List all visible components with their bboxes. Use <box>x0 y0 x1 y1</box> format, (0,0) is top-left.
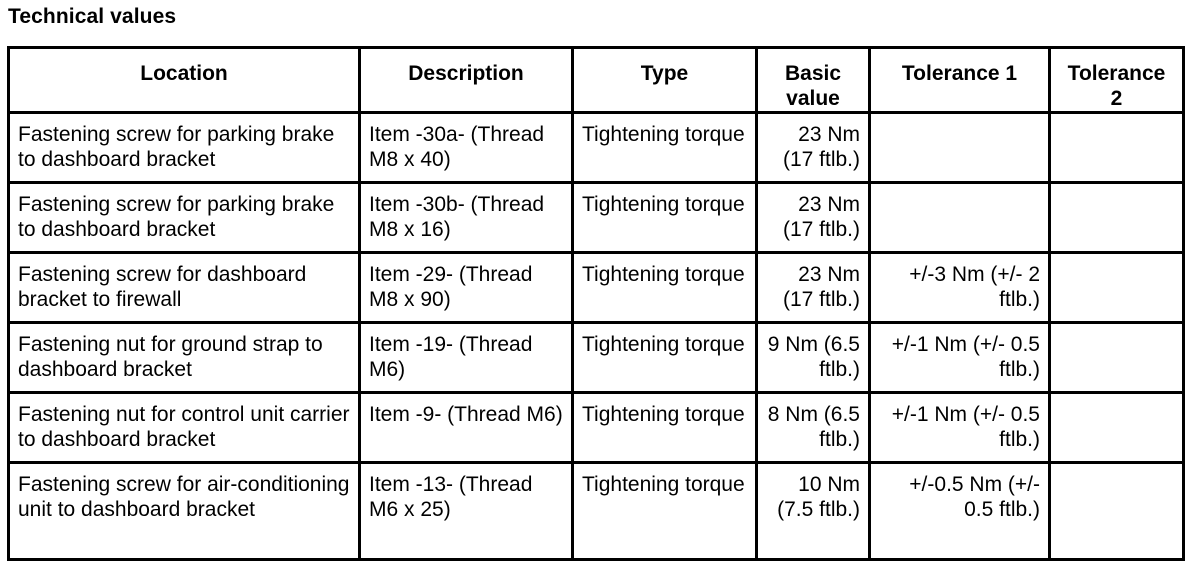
type-cell: Tightening torque <box>573 463 757 560</box>
location-cell: Fastening nut for ground strap to dashboard bracket <box>9 323 360 393</box>
location-cell: Fastening screw for parking brake to dashboard bracket <box>9 183 360 253</box>
description-cell: Item -9- (Thread M6) <box>360 393 573 463</box>
page-title: Technical values <box>8 5 177 28</box>
table-row <box>9 113 1184 183</box>
column-header-basic-value: Basic value <box>757 48 870 113</box>
type-cell: Tightening torque <box>573 253 757 323</box>
tolerance-1-cell: +/-1 Nm (+/- 0.5 ftlb.) <box>870 393 1050 463</box>
table-row <box>9 463 1184 560</box>
column-header-location: Location <box>9 48 360 113</box>
location-cell: Fastening screw for parking brake to dashboard bracket <box>9 113 360 183</box>
tolerance-2-cell <box>1050 393 1184 463</box>
tolerance-2-cell <box>1050 183 1184 253</box>
column-header-description: Description <box>360 48 573 113</box>
table-header-row <box>9 48 1184 113</box>
description-cell: Item -30a- (Thread M8 x 40) <box>360 113 573 183</box>
tolerance-2-cell <box>1050 253 1184 323</box>
table-row <box>9 183 1184 253</box>
description-cell: Item -13- (Thread M6 x 25) <box>360 463 573 560</box>
location-cell: Fastening screw for air-conditioning unit to dashboard bracket <box>9 463 360 560</box>
tolerance-2-cell <box>1050 113 1184 183</box>
tolerance-2-cell <box>1050 323 1184 393</box>
tolerance-1-cell: +/-0.5 Nm (+/- 0.5 ftlb.) <box>870 463 1050 560</box>
basic-value-cell: 23 Nm (17 ftlb.) <box>757 113 870 183</box>
location-cell: Fastening nut for control unit carrier to dashboard bracket <box>9 393 360 463</box>
tolerance-1-cell: +/-1 Nm (+/- 0.5 ftlb.) <box>870 323 1050 393</box>
table-row <box>9 393 1184 463</box>
basic-value-cell: 23 Nm (17 ftlb.) <box>757 253 870 323</box>
column-header-tolerance-2: Tolerance 2 <box>1050 48 1184 113</box>
description-cell: Item -30b- (Thread M8 x 16) <box>360 183 573 253</box>
column-header-tolerance-1: Tolerance 1 <box>870 48 1050 113</box>
technical-values-table <box>7 46 1185 561</box>
basic-value-cell: 10 Nm (7.5 ftlb.) <box>757 463 870 560</box>
tolerance-1-cell <box>870 183 1050 253</box>
table-row <box>9 253 1184 323</box>
description-cell: Item -29- (Thread M8 x 90) <box>360 253 573 323</box>
location-cell: Fastening screw for dashboard bracket to firewall <box>9 253 360 323</box>
basic-value-cell: 8 Nm (6.5 ftlb.) <box>757 393 870 463</box>
type-cell: Tightening torque <box>573 323 757 393</box>
tolerance-1-cell: +/-3 Nm (+/- 2 ftlb.) <box>870 253 1050 323</box>
column-header-type: Type <box>573 48 757 113</box>
type-cell: Tightening torque <box>573 113 757 183</box>
tolerance-2-cell <box>1050 463 1184 560</box>
type-cell: Tightening torque <box>573 183 757 253</box>
basic-value-cell: 9 Nm (6.5 ftlb.) <box>757 323 870 393</box>
basic-value-cell: 23 Nm (17 ftlb.) <box>757 183 870 253</box>
table-row <box>9 323 1184 393</box>
tolerance-1-cell <box>870 113 1050 183</box>
type-cell: Tightening torque <box>573 393 757 463</box>
description-cell: Item -19- (Thread M6) <box>360 323 573 393</box>
